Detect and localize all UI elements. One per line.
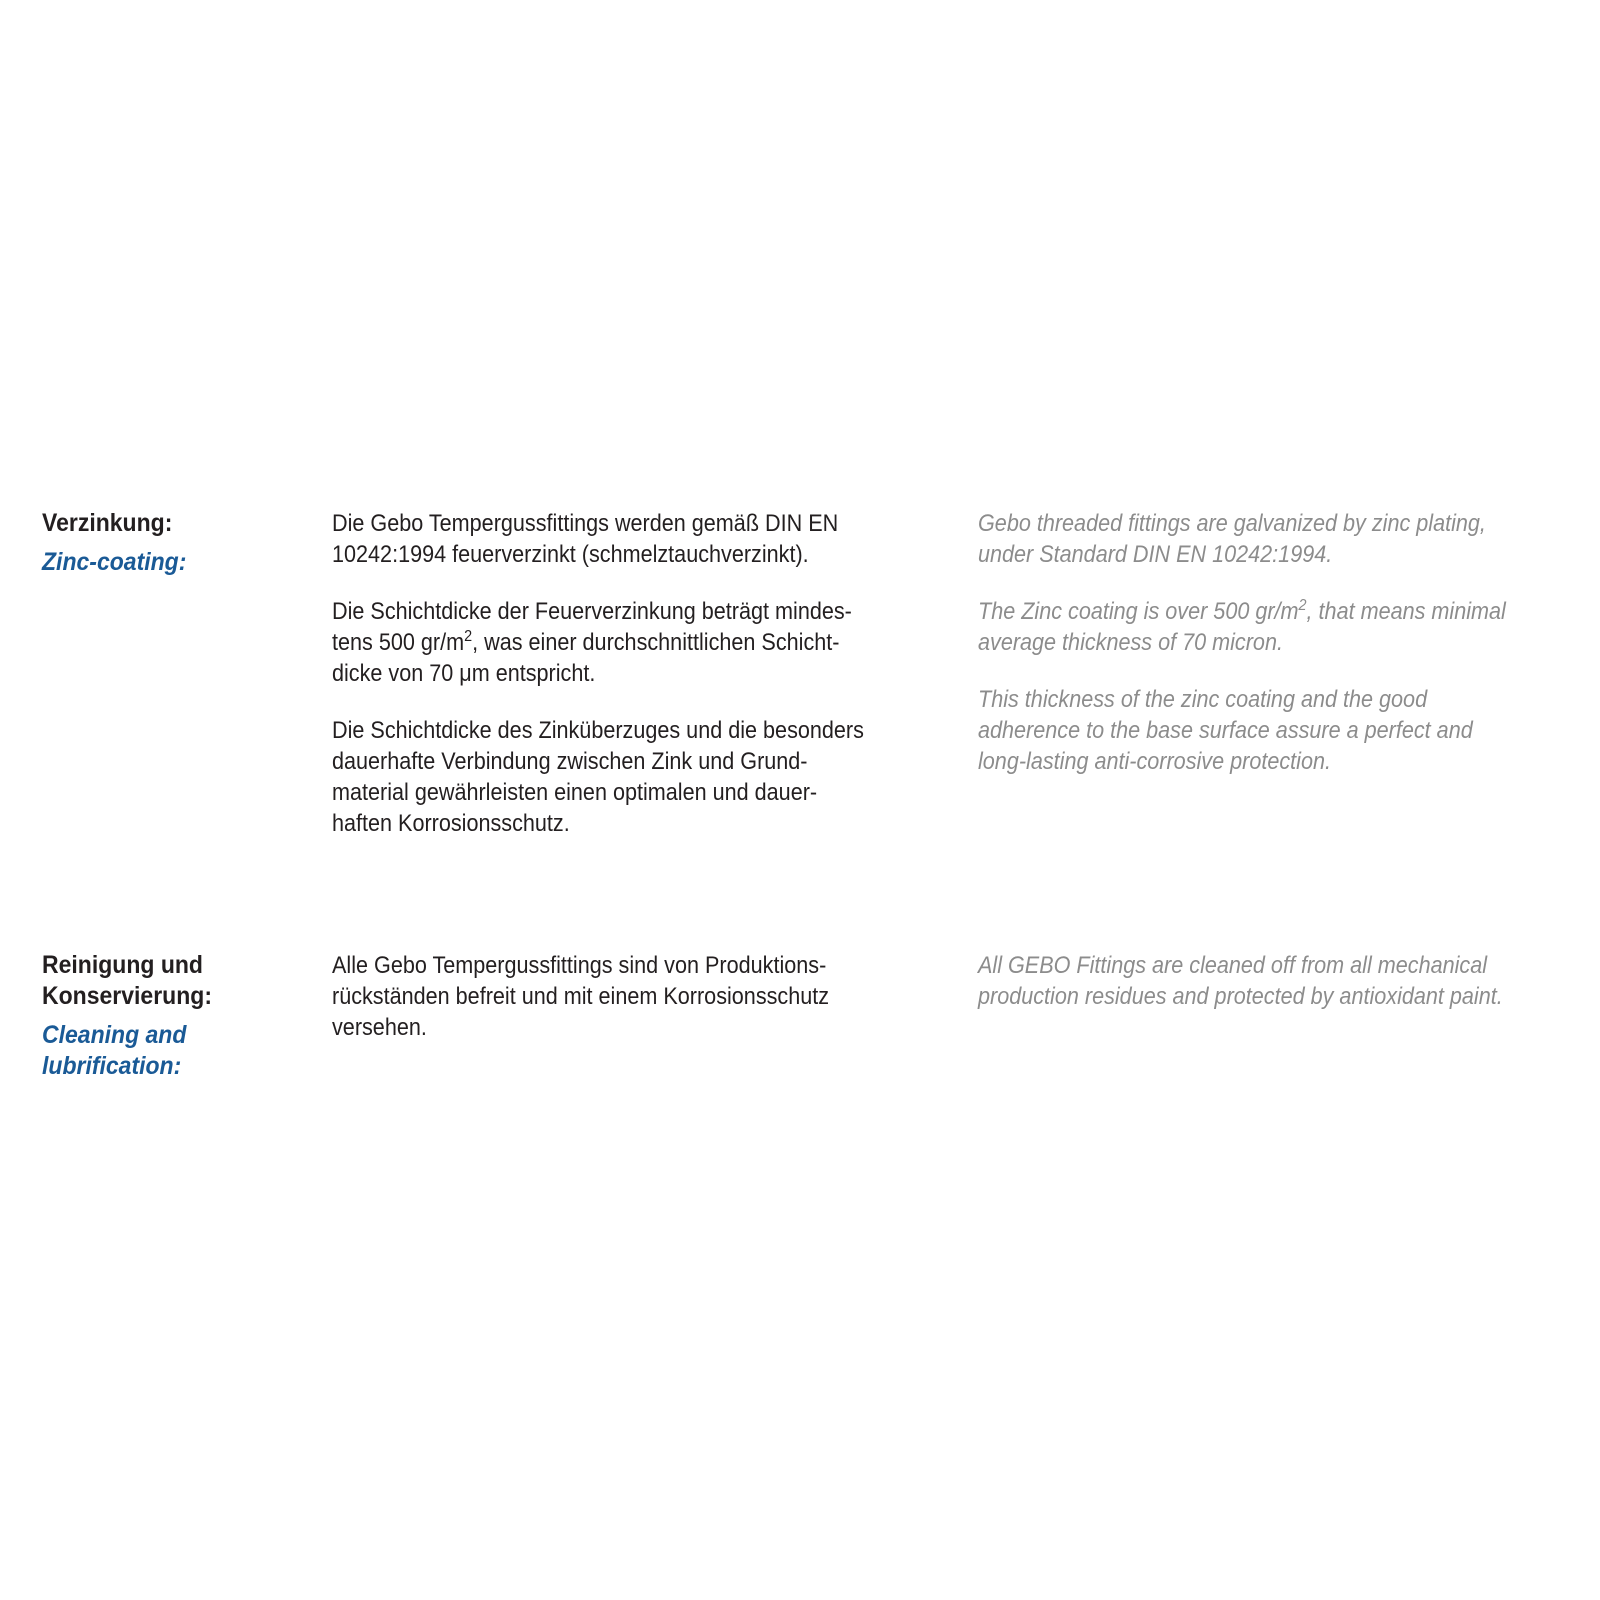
text-line: Alle Gebo Tempergussfittings sind von Produktions- <box>332 952 827 979</box>
text-line: production residues and protected by antioxidant paint. <box>978 983 1503 1010</box>
text-line: Die Gebo Tempergussfittings werden gemäß DIN EN <box>332 510 839 537</box>
cleaning-en-paragraph <box>978 950 1527 1012</box>
text-fragment: , that means minimal <box>1306 598 1506 625</box>
cleaning-label-en <box>42 1020 272 1082</box>
text-line: material gewährleisten einen optimalen und dauer- <box>332 779 818 806</box>
zinc-coating-english-text <box>978 508 1588 803</box>
cleaning-label-de <box>42 950 272 1012</box>
text-fragment: tens 500 gr/m <box>332 629 465 656</box>
text-line: lubrification: <box>42 1052 182 1080</box>
zinc-de-paragraph-2 <box>332 596 872 689</box>
cleaning-labels <box>42 950 292 1082</box>
text-line: rückständen befreit und mit einem Korrosionsschutz <box>332 983 830 1010</box>
zinc-coating-label-en: Zinc-coating: <box>42 548 187 576</box>
superscript: 2 <box>464 628 473 645</box>
text-line: Reinigung und <box>42 951 203 979</box>
text-line: All GEBO Fittings are cleaned off from all mechanical <box>978 952 1488 979</box>
text-fragment: The Zinc coating is over 500 gr/m <box>978 598 1299 625</box>
superscript: 2 <box>1298 597 1307 614</box>
zinc-coating-label-de: Verzinkung: <box>42 509 173 537</box>
text-line: versehen. <box>332 1014 427 1041</box>
zinc-coating-german-text <box>332 508 932 865</box>
text-line: average thickness of 70 micron. <box>978 629 1283 656</box>
zinc-coating-labels <box>42 508 292 578</box>
text-line: Konservierung: <box>42 982 212 1010</box>
text-line <box>978 596 1527 627</box>
text-line: Cleaning and <box>42 1021 187 1049</box>
text-line: under Standard DIN EN 10242:1994. <box>978 541 1333 568</box>
text-line: dicke von 70 μm entspricht. <box>332 660 596 687</box>
text-line: This thickness of the zinc coating and the good <box>978 686 1428 713</box>
cleaning-german-text <box>332 950 932 1069</box>
cleaning-de-paragraph <box>332 950 872 1043</box>
zinc-en-paragraph-2 <box>978 596 1527 658</box>
zinc-en-paragraph-1 <box>978 508 1527 570</box>
text-line: Die Schichtdicke des Zinküberzuges und die besonders <box>332 717 864 744</box>
zinc-en-paragraph-3 <box>978 684 1527 777</box>
text-line: Gebo threaded fittings are galvanized by zinc plating, <box>978 510 1486 537</box>
text-line: 10242:1994 feuerverzinkt (schmelztauchverzinkt). <box>332 541 809 568</box>
text-line: adherence to the base surface assure a perfect and <box>978 717 1473 744</box>
text-line <box>332 627 872 658</box>
text-line: dauerhafte Verbindung zwischen Zink und Grund- <box>332 748 808 775</box>
text-fragment: , was einer durchschnittlichen Schicht- <box>472 629 840 656</box>
text-line: long-lasting anti-corrosive protection. <box>978 748 1331 775</box>
cleaning-english-text <box>978 950 1588 1038</box>
text-line: haften Korrosionsschutz. <box>332 810 570 837</box>
zinc-de-paragraph-3 <box>332 715 872 839</box>
zinc-de-paragraph-1 <box>332 508 872 570</box>
text-line: Die Schichtdicke der Feuerverzinkung beträgt mindes- <box>332 598 852 625</box>
